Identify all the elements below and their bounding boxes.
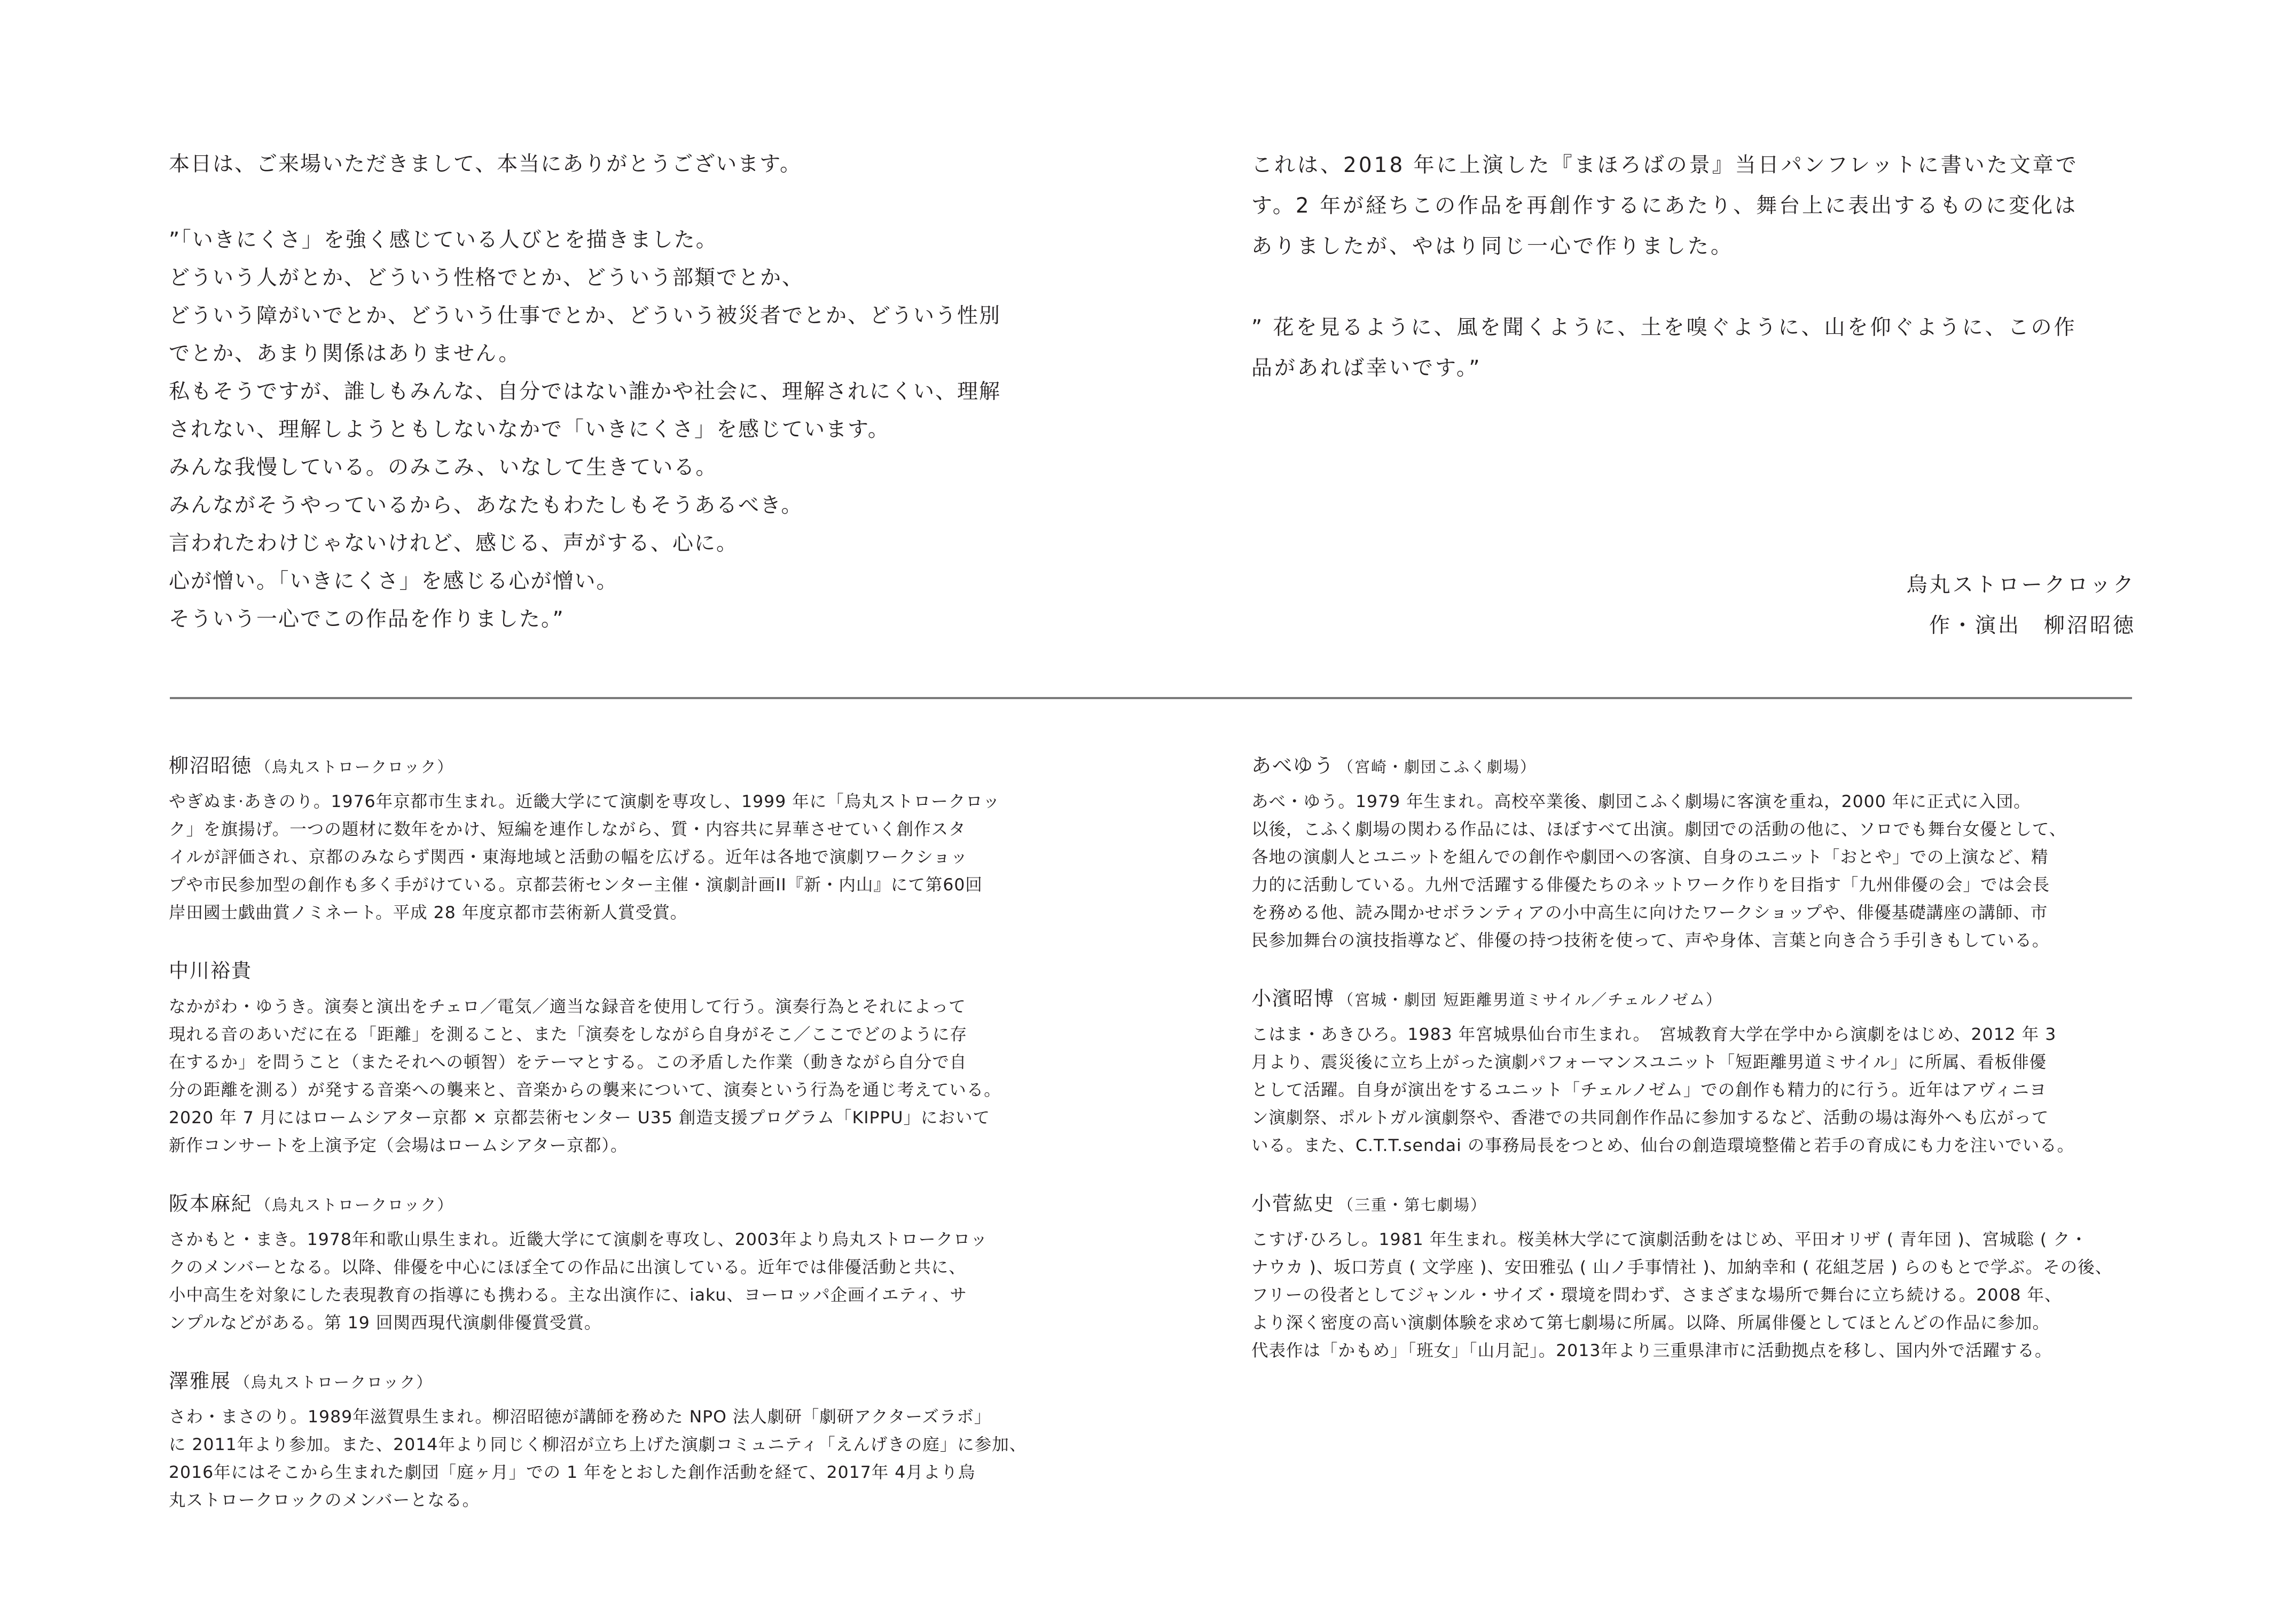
bio-affiliation: （宮崎・劇団こふく劇場）	[1338, 758, 1537, 776]
bio-line: を務める他、読み聞かせボランティアの小中高生に向けたワークショップや、俳優基礎講座の講師、市	[1251, 903, 2048, 922]
bio-heading	[169, 956, 1055, 988]
greeting-line: みんな我慢している。のみこみ、いなして生きている。	[169, 456, 718, 480]
bio-heading	[169, 1366, 1055, 1398]
bio-sakamoto	[169, 1188, 1055, 1337]
greeting-line: 心が憎い。「いきにくさ」を感じる心が憎い。	[169, 569, 618, 593]
bio-text	[169, 1403, 1055, 1514]
bio-sawa	[169, 1366, 1055, 1514]
bio-kohama	[1251, 983, 2138, 1160]
note-line: 品があれば幸いです。”	[1251, 356, 1482, 380]
bio-name: あべゆう	[1251, 754, 1335, 777]
greeting-line: どういう人がとか、どういう性格でとか、どういう部類でとか、	[169, 266, 804, 290]
bio-affiliation: （烏丸ストロークロック）	[234, 1373, 433, 1391]
bio-line: なかがわ・ゆうき。演奏と演出をチェロ／電気／適当な録音を使用して行う。演奏行為とそれによって	[169, 997, 966, 1016]
bio-text	[169, 788, 1055, 927]
bio-line: 岸田國士戯曲賞ノミネート。平成 28 年度京都市芸術新人賞受賞。	[169, 903, 688, 922]
bio-kosuge	[1251, 1188, 2138, 1365]
bio-name: 柳沼昭徳	[169, 754, 252, 777]
signature-credit: 作・演出 柳沼昭徳	[1929, 614, 2136, 638]
bio-line: こはま・あきひろ。1983 年宮城県仙台市生まれ。 宮城教育大学在学中から演劇をはじめ、2012 年 3	[1251, 1025, 2057, 1044]
note-line: ” 花を見るように、風を聞くように、土を嗅ぐように、山を仰ぐように、この作	[1251, 316, 2077, 340]
bio-affiliation: （宮城・劇団 短距離男道ミサイル／チェルノゼム）	[1338, 991, 1722, 1009]
bio-line: 代表作は「かもめ」「班女」「山月記」。2013年より三重県津市に活動拠点を移し、国内外で活躍する。	[1251, 1341, 2052, 1360]
bio-yaginuma	[169, 750, 1055, 927]
greeting-text	[169, 145, 1087, 638]
bio-line: 月より、震災後に立ち上がった演劇パフォーマンスユニット「短距離男道ミサイル」に所属、看板俳優	[1251, 1053, 2047, 1072]
bio-line: として活躍。自身が演出をするユニット「チェルノゼム」での創作も精力的に行う。近年はアヴィニヨ	[1251, 1080, 2047, 1100]
bio-line: ンプルなどがある。第 19 回関西現代演劇俳優賞受賞。	[169, 1313, 602, 1333]
greeting-line: でとか、あまり関係はありません。	[169, 342, 521, 366]
note-line: す。2 年が経ちこの作品を再創作するにあたり、舞台上に表出するものに変化は	[1251, 194, 2078, 218]
bio-name: 小菅紘史	[1251, 1192, 1335, 1215]
bio-text	[169, 993, 1055, 1160]
bio-line: 現れる音のあいだに在る「距離」を測ること、また「演奏をしながら自身がそこ／ここでどのように存	[169, 1025, 968, 1044]
bio-text	[1251, 788, 2138, 954]
bio-line: 丸ストロークロックのメンバーとなる。	[169, 1491, 480, 1510]
greeting-line: みんながそうやっているから、あなたもわたしもそうあるべき。	[169, 494, 803, 518]
bio-line: 在するか」を問うこと（またそれへの頓智）をテーマとする。この矛盾した作業（動きながら自分で自	[169, 1053, 967, 1072]
greeting-line: ”「いきにくさ」を強く感じている人びとを描きました。	[169, 228, 718, 252]
bio-nakagawa	[169, 956, 1055, 1160]
note-text	[1251, 145, 2143, 389]
bio-line: さかもと・まき。1978年和歌山県生まれ。近畿大学にて演劇を専攻し、2003年より烏丸ストロークロッ	[169, 1230, 988, 1249]
greeting-line: 本日は、ご来場いただきまして、本当にありがとうございます。	[169, 152, 802, 176]
greeting-line: 言われたわけじゃないけれど、感じる、声がする、心に。	[169, 531, 739, 555]
bio-line: 分の距離を測る）が発する音楽への襲来と、音楽からの襲来について、演奏という行為を通じ考えている。	[169, 1080, 1001, 1100]
greeting-line: そういう一心でこの作品を作りました。”	[169, 607, 565, 631]
bio-line: あべ・ゆう。1979 年生まれ。高校卒業後、劇団こふく劇場に客演を重ね，2000 年に正式に入団。	[1251, 792, 2031, 811]
bio-line: やぎぬま·あきのり。1976年京都市生まれ。近畿大学にて演劇を専攻し、1999 年に「烏丸ストロークロッ	[169, 792, 1000, 811]
bio-heading	[169, 1188, 1055, 1220]
bios-left-column	[169, 750, 1055, 1543]
bio-name: 小濱昭博	[1251, 987, 1335, 1010]
bio-name: 中川裕貴	[169, 959, 252, 982]
bio-line: フリーの役者としてジャンル・サイズ・環境を問わず、さまざまな場所で舞台に立ち続ける。2008 年、	[1251, 1286, 2062, 1305]
bio-line: ナウカ )、坂口芳貞 ( 文学座 )、安田雅弘 ( 山ノ手事情社 )、加納幸和 ( 花組芝居 ) らのもとで学ぶ。その後、	[1251, 1258, 2113, 1277]
signature-company: 烏丸ストロークロック	[1906, 573, 2136, 597]
bio-line: に 2011年より参加。また、2014年より同じく柳沼が立ち上げた演劇コミュニティ「えんげきの庭」に参加、	[169, 1435, 1027, 1454]
bio-line: ン演劇祭、ポルトガル演劇祭や、香港での共同創作作品に参加するなど、活動の場は海外へも広がって	[1251, 1108, 2049, 1127]
bio-affiliation: （烏丸ストロークロック）	[255, 758, 454, 776]
bio-name: 阪本麻紀	[169, 1192, 252, 1215]
bio-heading	[169, 750, 1055, 782]
bio-line: 新作コンサートを上演予定（会場はロームシアター京都）。	[169, 1136, 628, 1155]
bio-heading	[1251, 983, 2138, 1015]
bio-affiliation: （烏丸ストロークロック）	[255, 1196, 454, 1214]
note-line: ありましたが、やはり同じ一心で作りました。	[1251, 234, 1734, 259]
greeting-line: 私もそうですが、誰しもみんな、自分ではない誰かや社会に、理解されにくい、理解	[169, 380, 1001, 404]
bio-line: 各地の演劇人とユニットを組んでの創作や劇団への客演、自身のユニット「おとや」での上演など、精	[1251, 848, 2049, 867]
bio-line: 2020 年 7 月にはロームシアター京都 × 京都芸術センター U35 創造支援プログラム「KIPPU」において	[169, 1108, 991, 1127]
bio-heading	[1251, 750, 2138, 782]
bio-line: こすげ·ひろし。1981 年生まれ。桜美林大学にて演劇活動をはじめ、平田オリザ ( 青年団 )、宮城聡 ( ク・	[1251, 1230, 2088, 1249]
greeting-line: どういう障がいでとか、どういう仕事でとか、どういう被災者でとか、どういう性別	[169, 304, 1001, 328]
bio-abe	[1251, 750, 2138, 954]
bio-line: いる。また、C.T.T.sendai の事務局長をつとめ、仙台の創造環境整備と若手の育成にも力を注いでいる。	[1251, 1136, 2075, 1155]
bio-line: 小中高生を対象にした表現教育の指導にも携わる。主な出演作に、iaku、ヨーロッパ企画イエティ、サ	[169, 1286, 967, 1305]
bio-line: 力的に活動している。九州で活躍する俳優たちのネットワーク作りを目指す「九州俳優の会」では会長	[1251, 875, 2050, 895]
note-line: これは、2018 年に上演した『まほろばの景』当日パンフレットに書いた文章で	[1251, 153, 2079, 177]
greeting-line: されない、理解しようともしないなかで「いきにくさ」を感じています。	[169, 418, 890, 442]
bio-line: より深く密度の高い演劇体験を求めて第七劇場に所属。以降、所属俳優としてほとんどの作品に参加。	[1251, 1313, 2050, 1333]
signature	[1907, 565, 2136, 646]
bio-text	[1251, 1021, 2138, 1160]
section-divider	[170, 697, 2132, 699]
bio-line: イルが評価され、京都のみならず関西・東海地域と活動の幅を広げる。近年は各地で演劇ワークショッ	[169, 848, 968, 867]
bio-affiliation: （三重・第七劇場）	[1338, 1196, 1487, 1214]
bio-text	[169, 1226, 1055, 1337]
bio-line: 民参加舞台の演技指導など、俳優の持つ技術を使って、声や身体、言葉と向き合う手引きもしている。	[1251, 931, 2050, 950]
bio-line: プや市民参加型の創作も多く手がけている。京都芸術センター主催・演劇計画II『新・内山』にて第60回	[169, 875, 983, 895]
bio-line: クのメンバーとなる。以降、俳優を中心にほぼ全ての作品に出演している。近年では俳優活動と共に、	[169, 1258, 966, 1277]
bio-line: ク」を旗揚げ。一つの題材に数年をかけ、短編を連作しながら、質・内容共に昇華させていく創作スタ	[169, 820, 966, 839]
bio-name: 澤雅展	[169, 1369, 231, 1392]
bio-line: さわ・まさのり。1989年滋賀県生まれ。柳沼昭徳が講師を務めた NPO 法人劇研「劇研アクターズラボ」	[169, 1407, 992, 1427]
bio-line: 以後，こふく劇場の関わる作品には、ほぼすべて出演。劇団での活動の他に、ソロでも舞台女優として、	[1251, 820, 2067, 839]
bio-line: 2016年にはそこから生まれた劇団「庭ヶ月」での 1 年をとおした創作活動を経て、2017年 4月より烏	[169, 1463, 976, 1482]
bio-text	[1251, 1226, 2138, 1365]
bio-heading	[1251, 1188, 2138, 1220]
bios-right-column	[1251, 750, 2138, 1393]
